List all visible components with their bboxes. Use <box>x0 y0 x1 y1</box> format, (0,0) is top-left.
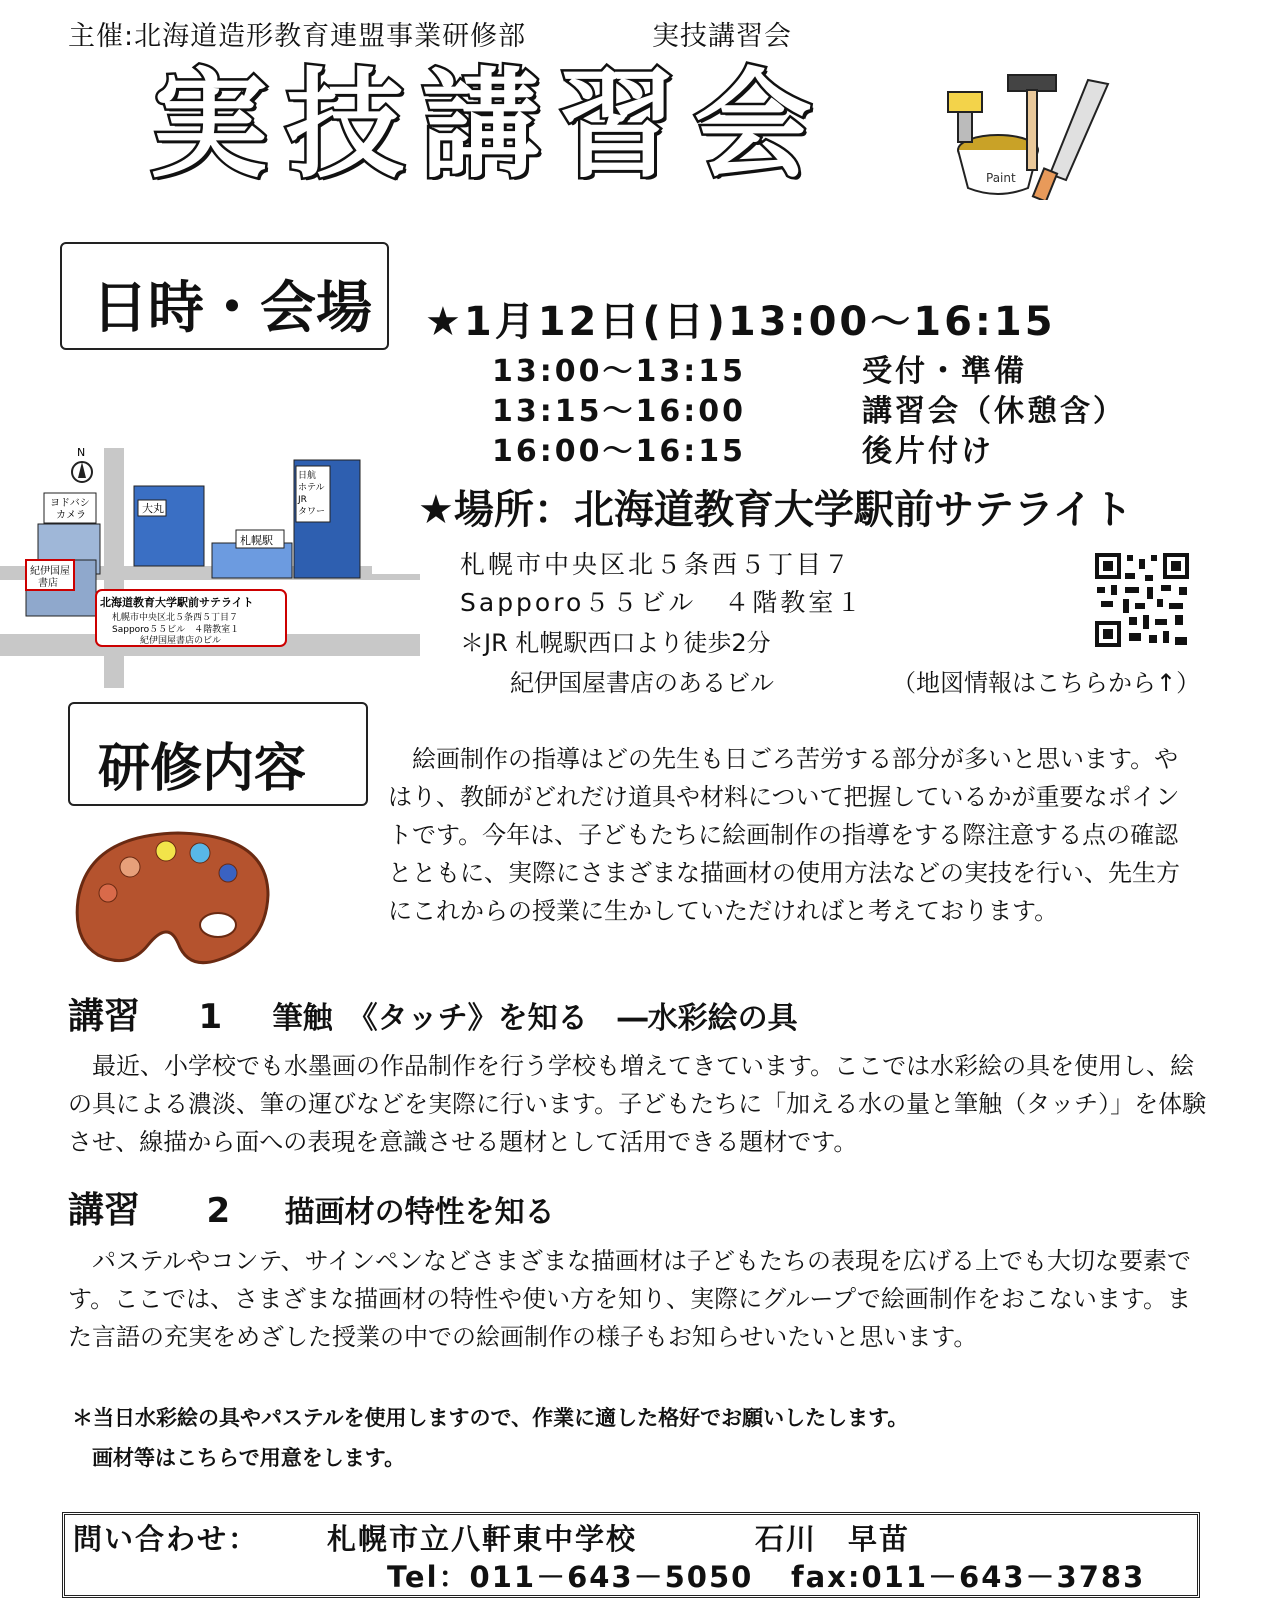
area-map[interactable] <box>0 448 420 688</box>
svg-text:JR: JR <box>298 495 307 505</box>
content-heading-scroll <box>68 702 368 806</box>
tools-illustration <box>938 70 1128 200</box>
svg-text:札幌駅: 札幌駅 <box>240 534 273 547</box>
schedule-item-3: 後片付け <box>862 434 994 469</box>
note-line-2: 画材等はこちらで用意をします。 <box>92 1446 406 1470</box>
intro-paragraph: 絵画制作の指導はどの先生も日ごろ苦労する部分が多いと思います。やはり、教師がどれだけ道具や材料について把握しているかが重要なポイントです。今年は、子どもたちに絵画制作の指導をする際注意する点の確認とともに、実際にさまざまな描画材の使用方法などの実技を行い、先生方にこれからの授業に生かしていただければと考えております。 <box>388 745 1180 925</box>
jr-tower-building <box>294 460 360 578</box>
map-link-note[interactable]: （地図情報はこちらから↑） <box>892 669 1201 697</box>
sapporo-station-building <box>212 530 292 578</box>
kinokuniya-building <box>26 560 96 616</box>
contact-person: 石川 早苗 <box>755 1522 911 1556</box>
svg-text:Sapporo５５ビル ４階教室１: Sapporo５５ビル ４階教室１ <box>112 625 240 635</box>
lesson-2-number: 2 <box>206 1191 231 1231</box>
schedule-item-1: 受付・準備 <box>862 354 1027 389</box>
lesson-2-heading <box>68 1182 555 1233</box>
organizer-text: 主催:北海道造形教育連盟事業研修部 <box>68 21 527 52</box>
event-label: 実技講習会 <box>652 21 792 52</box>
contact-tel[interactable]: Tel：011－643－5050 <box>387 1560 754 1594</box>
svg-text:Paint: Paint <box>986 171 1016 185</box>
svg-text:書店: 書店 <box>38 578 58 589</box>
svg-text:カメラ: カメラ <box>56 510 86 521</box>
note-line-1: ＊当日水彩絵の具やパステルを使用しますので、作業に適した格好でお願いしたします。 <box>72 1406 909 1430</box>
svg-text:ヨドバシ: ヨドバシ <box>50 498 90 509</box>
event-date-text: 1月12日(日)13:00～16:15 <box>463 299 1056 345</box>
address-line-1: 札幌市中央区北５条西５丁目７ <box>460 550 853 579</box>
svg-text:紀伊国屋書店のビル: 紀伊国屋書店のビル <box>140 636 222 646</box>
svg-text:タワー: タワー <box>298 507 326 517</box>
svg-text:大丸: 大丸 <box>142 502 164 515</box>
contact-fax: fax:011－643－3783 <box>791 1560 1146 1594</box>
paint-brush-icon <box>948 92 982 142</box>
svg-text:札幌市中央区北５条西５丁目７: 札幌市中央区北５条西５丁目７ <box>112 613 239 623</box>
main-title: 実技講習会 <box>150 56 831 194</box>
svg-text:N: N <box>77 448 86 459</box>
content-heading: 研修内容 <box>98 739 307 799</box>
lesson-2-title: 描画材の特性を知る <box>284 1195 555 1230</box>
svg-text:日航: 日航 <box>298 471 317 481</box>
lesson-2-body: パステルやコンテ、サインペンなどさまざまな描画材は子どもたちの表現を広げる上でも大切な要素です。ここでは、さまざまな描画材の特性や使い方を知り、実際にグループで絵画制作をおこないます。また言語の充実をめざした授業の中での絵画制作の様子もお知らせいたいと思います。 <box>68 1247 1191 1351</box>
lesson-1-number: 1 <box>198 997 223 1037</box>
address-line-2: Sapporo５５ビル ４階教室１ <box>460 588 865 617</box>
schedule-time-1: 13:00～13:15 <box>492 354 746 389</box>
north-icon <box>72 448 92 482</box>
svg-text:紀伊国屋: 紀伊国屋 <box>30 566 70 577</box>
svg-text:北海道教育大学駅前サテライト: 北海道教育大学駅前サテライト <box>100 596 254 609</box>
qr-code[interactable] <box>1095 553 1189 647</box>
contact-label: 問い合わせ： <box>73 1522 260 1556</box>
saw-icon <box>1033 80 1108 200</box>
venue-line: ★場所：北海道教育大学駅前サテライト <box>418 487 1133 533</box>
svg-text:ホテル: ホテル <box>298 483 325 493</box>
contact-box <box>62 1512 1200 1598</box>
event-date: ★1月12日(日)13:00～16:15 <box>425 299 1056 345</box>
schedule-item-2: 講習会（休憩含） <box>862 394 1126 429</box>
lesson-1-title: 筆触 《タッチ》を知る ―水彩絵の具 <box>272 1001 798 1036</box>
lesson-2-label: 講習 <box>68 1190 141 1231</box>
lesson-1-body: 最近、小学校でも水墨画の作品制作を行う学校も増えてきています。ここでは水彩絵の具を使用し、絵の具による濃淡、筆の運びなどを実際に行います。子どもたちに「加える水の量と筆触（タッチ）」を体験させ、線描から面への表現を意識させる題材として活用できる題材です。 <box>68 1052 1207 1156</box>
venue-text: 場所：北海道教育大学駅前サテライト <box>453 487 1133 533</box>
building-text: 紀伊国屋書店のあるビル <box>510 669 774 697</box>
contact-school: 札幌市立八軒東中学校 <box>327 1522 638 1556</box>
lesson-1-label: 講習 <box>68 996 141 1037</box>
paint-palette-icon <box>68 825 278 975</box>
daimaru-building <box>134 486 204 566</box>
datetime-heading-scroll <box>60 242 389 350</box>
access-text: ＊JR 札幌駅西口より徒歩2分 <box>460 629 771 657</box>
datetime-heading: 日時・会場 <box>92 276 372 341</box>
schedule-time-3: 16:00～16:15 <box>492 434 746 469</box>
schedule-time-2: 13:15～16:00 <box>492 394 746 429</box>
satellite-callout <box>96 590 286 646</box>
lesson-1-heading <box>68 988 798 1039</box>
